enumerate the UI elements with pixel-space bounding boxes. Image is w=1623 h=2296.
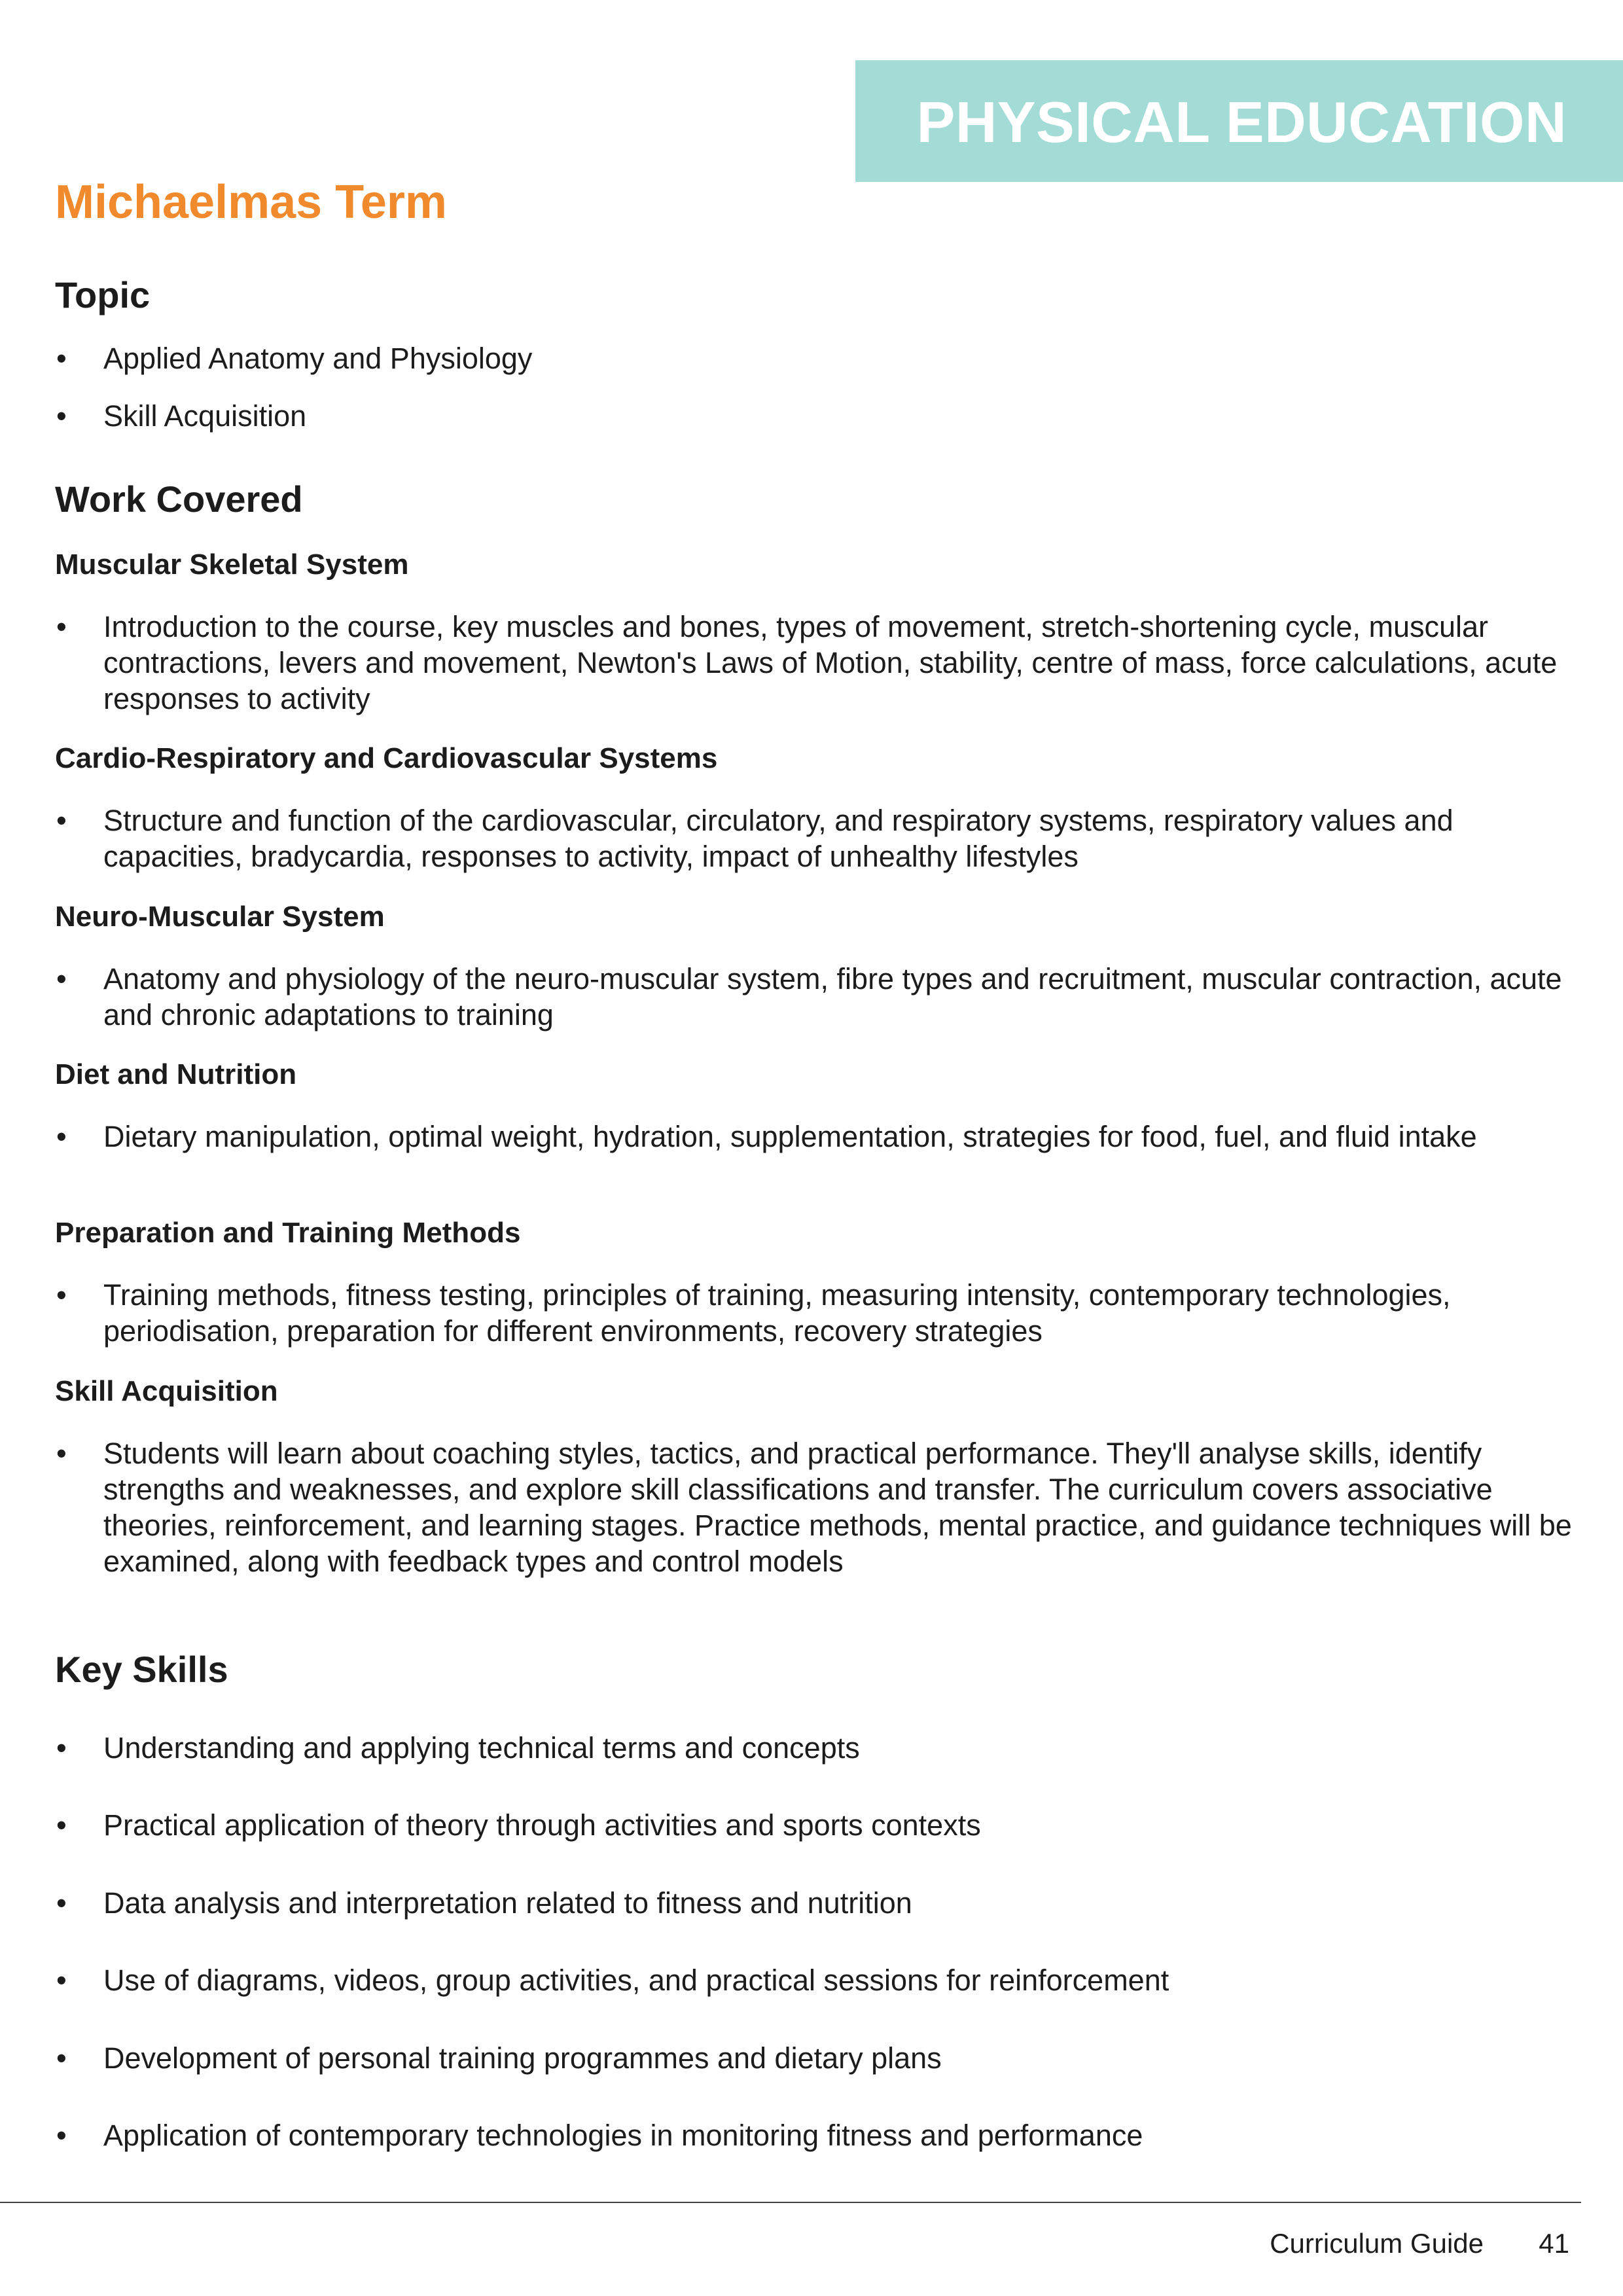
bullet-icon: • bbox=[56, 1808, 67, 1842]
section-bullet: • Dietary manipulation, optimal weight, hydration, supplementation, strategies for food, fuel, and fluid intake bbox=[56, 1120, 1477, 1153]
key-skills-heading: Key Skills bbox=[55, 1649, 228, 1690]
bullet-icon: • bbox=[56, 1886, 67, 1920]
section-bullet: • Students will learn about coaching styles, tactics, and practical performance. They'll analyse skills, identify strengths and weaknesses, and explore skill classifications and transfer. The curriculum covers associative theories, reinforcement, and learning stages. Practice methods, mental practice, and guidance techniques will be examined, along with feedback types and control models bbox=[56, 1437, 1572, 1578]
section-title: Cardio-Respiratory and Cardiovascular Systems bbox=[55, 742, 718, 774]
work-covered-heading: Work Covered bbox=[55, 478, 303, 520]
subject-banner bbox=[855, 60, 1623, 182]
topic-heading: Topic bbox=[55, 274, 151, 315]
section-bullet: • Introduction to the course, key muscles and bones, types of movement, stretch-shortening cycle, muscular contractions, levers and movement, Newton's Laws of Motion, stability, centre of mass, force calculations, acute responses to activity bbox=[56, 610, 1558, 715]
section-bullet: • Training methods, fitness testing, principles of training, measuring intensity, contemporary technologies, periodisation, preparation for different environments, recovery strategies bbox=[56, 1278, 1451, 1348]
key-skill-item: • Development of personal training programmes and dietary plans bbox=[56, 2041, 942, 2075]
key-skill-item: • Application of contemporary technologies in monitoring fitness and performance bbox=[56, 2119, 1143, 2152]
section-title: Neuro-Muscular System bbox=[55, 901, 385, 933]
section-title: Diet and Nutrition bbox=[55, 1058, 297, 1090]
topic-item: • Skill Acquisition bbox=[56, 399, 307, 433]
section-title: Preparation and Training Methods bbox=[55, 1217, 521, 1249]
bullet-icon: • bbox=[56, 962, 67, 996]
topic-item: • Applied Anatomy and Physiology bbox=[56, 342, 533, 375]
page-number: 41 bbox=[1539, 2228, 1569, 2259]
key-skill-item: • Use of diagrams, videos, group activities, and practical sessions for reinforcement bbox=[56, 1964, 1169, 1997]
bullet-icon: • bbox=[56, 399, 67, 433]
footer-label: Curriculum Guide bbox=[1270, 2228, 1484, 2259]
bullet-icon: • bbox=[56, 2119, 67, 2152]
bullet-icon: • bbox=[56, 2041, 67, 2075]
section-bullet: • Anatomy and physiology of the neuro-muscular system, fibre types and recruitment, muscular contraction, acute and chronic adaptations to training bbox=[56, 962, 1562, 1031]
key-skill-item: • Data analysis and interpretation related to fitness and nutrition bbox=[56, 1886, 912, 1920]
key-skill-item: • Practical application of theory through activities and sports contexts bbox=[56, 1808, 981, 1842]
bullet-icon: • bbox=[56, 342, 67, 375]
section-title: Skill Acquisition bbox=[55, 1375, 278, 1407]
footer-divider bbox=[0, 2202, 1581, 2203]
bullet-icon: • bbox=[56, 1278, 67, 1312]
section-bullet: • Structure and function of the cardiovascular, circulatory, and respiratory systems, respiratory values and capacities, bradycardia, responses to activity, impact of unhealthy lifestyles bbox=[56, 804, 1454, 873]
bullet-icon: • bbox=[56, 1731, 67, 1765]
subject-title: PHYSICAL EDUCATION bbox=[916, 90, 1567, 154]
bullet-icon: • bbox=[56, 610, 67, 643]
bullet-icon: • bbox=[56, 1437, 67, 1470]
bullet-icon: • bbox=[56, 804, 67, 837]
bullet-icon: • bbox=[56, 1120, 67, 1153]
key-skill-item: • Understanding and applying technical terms and concepts bbox=[56, 1731, 860, 1765]
bullet-icon: • bbox=[56, 1964, 67, 1997]
section-title: Muscular Skeletal System bbox=[55, 548, 409, 581]
term-title: Michaelmas Term bbox=[55, 176, 447, 228]
